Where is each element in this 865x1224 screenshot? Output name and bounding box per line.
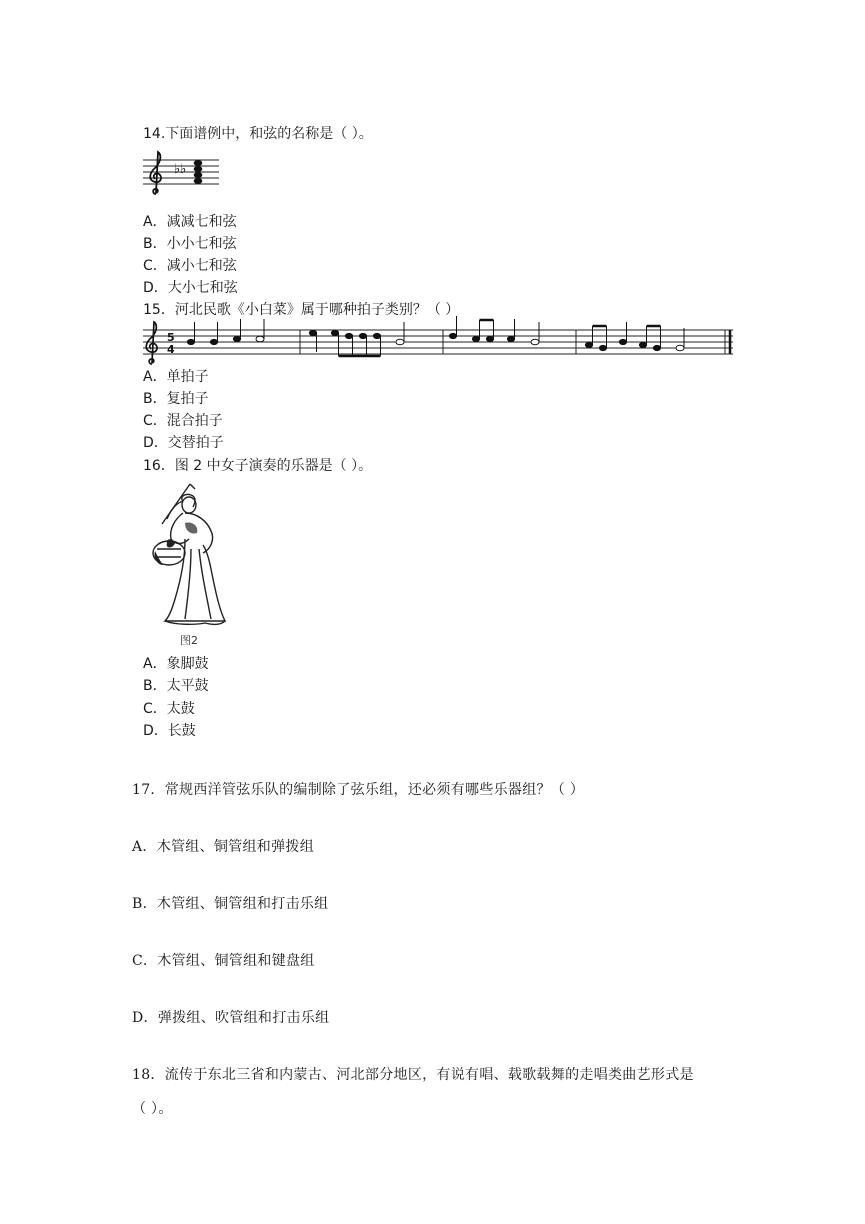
- treble-clef-icon: [146, 322, 157, 364]
- time-signature-bottom: 4: [167, 343, 175, 356]
- q15-option-b[interactable]: B．复拍子: [143, 391, 209, 407]
- q17-option-d[interactable]: D．弹拨组、吹管组和打击乐组: [132, 1010, 330, 1026]
- q18-stem-line1: 18．流传于东北三省和内蒙古、河北部分地区，有说有唱、载歌载舞的走唱类曲艺形式是: [132, 1067, 694, 1083]
- q16-stem: 16．图 2 中女子演奏的乐器是（ ）。: [143, 458, 373, 474]
- q16-option-b[interactable]: B．太平鼓: [143, 678, 209, 694]
- q15-option-c[interactable]: C．混合拍子: [143, 413, 223, 429]
- q16-option-c[interactable]: C．太鼓: [143, 701, 195, 717]
- q14-stem: 14.下面谱例中，和弦的名称是（ ）。: [143, 126, 373, 142]
- q15-stem: 15．河北民歌《小白菜》属于哪种拍子类别？（ ）: [143, 302, 460, 318]
- q16-option-d[interactable]: D．长鼓: [143, 723, 196, 739]
- q17-option-a[interactable]: A．木管组、铜管组和弹拨组: [132, 839, 315, 855]
- q15-melody-score: [143, 322, 735, 366]
- figure-caption: 图2: [180, 634, 198, 647]
- svg-text:♭♭: ♭♭: [174, 162, 187, 177]
- q17-option-b[interactable]: B．木管组、铜管组和打击乐组: [132, 896, 329, 912]
- time-signature-top: 5: [167, 331, 175, 344]
- q14-chord-score: [143, 150, 223, 196]
- q15-option-a[interactable]: A．单拍子: [143, 369, 209, 385]
- q17-stem: 17．常规西洋管弦乐队的编制除了弦乐组，还必须有哪些乐器组？（ ）: [132, 782, 585, 798]
- q15-option-d[interactable]: D．交替拍子: [143, 435, 224, 451]
- q16-option-a[interactable]: A．象脚鼓: [143, 656, 209, 672]
- q14-option-c[interactable]: C．减小七和弦: [143, 258, 237, 274]
- q14-option-b[interactable]: B．小小七和弦: [143, 236, 237, 252]
- q14-option-a[interactable]: A．减减七和弦: [143, 214, 237, 230]
- q17-option-c[interactable]: C．木管组、铜管组和键盘组: [132, 953, 315, 969]
- drum-dancer-illustration: [145, 479, 245, 629]
- q18-stem-line2: （ ）。: [132, 1101, 173, 1117]
- treble-clef-icon: [150, 152, 161, 194]
- q14-option-d[interactable]: D．大小七和弦: [143, 280, 238, 296]
